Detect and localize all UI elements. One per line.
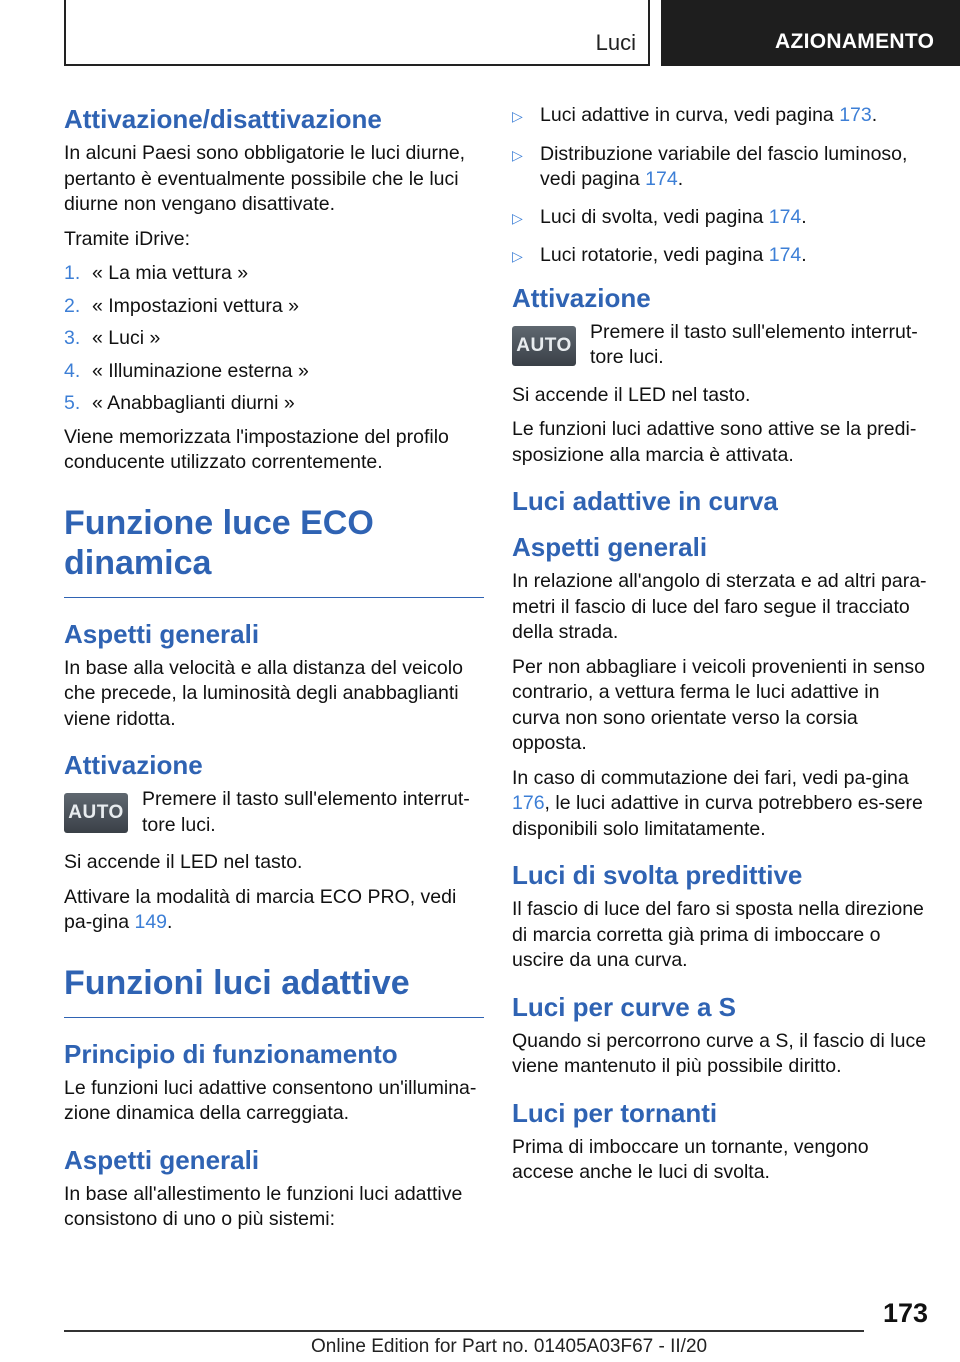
bullet-triangle-icon: ▷ bbox=[512, 146, 523, 163]
paragraph-predittive: Il fascio di luce del faro si sposta nella direzione di marcia corretta già prima di imboccare o uscire da una curva. bbox=[512, 898, 924, 971]
heading-attivazione-disattivazione: Attivazione/disattivazione bbox=[64, 104, 382, 134]
header-chapter-tab bbox=[661, 0, 960, 66]
list-item: ▷ Distribuzione variabile del fascio luminoso, vedi pagina 174. bbox=[512, 142, 928, 193]
list-item: 4. « Illuminazione esterna » bbox=[64, 359, 309, 382]
page-link-149[interactable]: 149 bbox=[134, 911, 168, 933]
bullet-triangle-icon: ▷ bbox=[512, 209, 523, 226]
paragraph-led: Si accende il LED nel tasto. bbox=[512, 383, 751, 406]
list-item: 5. « Anabbaglianti diurni » bbox=[64, 392, 295, 414]
idrive-steps-list bbox=[64, 261, 484, 417]
paragraph-eco-generali: In base alla velocità e alla distanza del veicolo che precede, la luminosità degli anabbaglianti viene ridotta. bbox=[64, 656, 463, 730]
paragraph-tramite-idrive: Tramite iDrive: bbox=[64, 227, 191, 250]
heading-luci-tornanti: Luci per tornanti bbox=[512, 1097, 718, 1128]
bullet-triangle-icon: ▷ bbox=[512, 248, 523, 264]
page-link[interactable]: 174 bbox=[645, 168, 678, 190]
page-number: 173 bbox=[882, 1298, 928, 1328]
paragraph-led: Si accende il LED nel tasto. bbox=[64, 851, 303, 873]
page-link-176[interactable]: 176 bbox=[512, 792, 545, 814]
list-item: 2. « Impostazioni vettura » bbox=[64, 294, 300, 317]
list-item: ▷ Luci rotatorie, vedi pagina 174. bbox=[512, 243, 928, 270]
auto-button-row bbox=[512, 320, 928, 371]
paragraph-curve-s: Quando si percorrono curve a S, il fascio di luce viene mantenuto il più possibile diritto. bbox=[512, 1029, 927, 1077]
right-column bbox=[512, 103, 928, 1195]
heading-aspetti-generali-curva: Aspetti generali bbox=[512, 532, 708, 562]
heading-principio-funzionamento: Principio di funzionamento bbox=[64, 1038, 398, 1069]
list-item: ▷ Luci adattive in curva, vedi pagina 173. bbox=[512, 103, 928, 130]
list-item: 3. « Luci » bbox=[64, 327, 161, 349]
footer-edition-text: Online Edition for Part no. 01405A03F67 - II/20 bbox=[311, 1336, 708, 1357]
list-item: ▷ Luci di svolta, vedi pagina 174. bbox=[512, 205, 928, 232]
header-chapter-title: AZIONAMENTO bbox=[775, 30, 935, 53]
paragraph-eco-pro: Attivare la modalità di marcia ECO PRO, vedi pa-gina 149. bbox=[64, 885, 457, 933]
auto-button-row bbox=[64, 787, 484, 838]
header-section-title: Luci bbox=[595, 30, 636, 55]
auto-light-button-icon: AUTO bbox=[64, 793, 128, 833]
heading-funzioni-luci-adattive: Funzioni luci adattive bbox=[64, 963, 484, 1018]
auto-light-button-icon: AUTO bbox=[512, 326, 576, 366]
page-link[interactable]: 173 bbox=[839, 104, 872, 126]
heading-aspetti-generali-adattive: Aspetti generali bbox=[64, 1144, 260, 1175]
paragraph-principio: Le funzioni luci adattive consentono un'illumina-zione dinamica della carreggiata. bbox=[64, 1076, 477, 1124]
heading-luci-curve-s: Luci per curve a S bbox=[512, 991, 736, 1022]
heading-attivazione-adattive: Attivazione bbox=[512, 282, 651, 313]
heading-aspetti-generali-eco: Aspetti generali bbox=[64, 618, 260, 649]
paragraph-non-abbagliare: Per non abbagliare i veicoli provenienti in senso contrario, a vettura ferma le luci adattive in curva non sono orientate verso la corsia opposta. bbox=[512, 655, 926, 754]
heading-funzione-luce-eco: Funzione luce ECO dinamica bbox=[64, 503, 484, 598]
paragraph-angolo-sterzata: In relazione all'angolo di sterzata e ad altri para-metri il fascio di luce del faro segue il tracciato della strada. bbox=[512, 570, 927, 643]
list-item: 1. « La mia vettura » bbox=[64, 262, 249, 284]
left-column bbox=[64, 103, 484, 1242]
page-link[interactable]: 174 bbox=[768, 205, 802, 228]
footer-divider bbox=[64, 1330, 864, 1332]
paragraph-commutazione-fari: In caso di commutazione dei fari, vedi pa-gina 176, le luci adattive in curva potrebbero es-sere disponibili solo limitatamente. bbox=[512, 766, 923, 840]
paragraph-premere-tasto: Premere il tasto sull'elemento interrut-tore luci. bbox=[142, 788, 470, 836]
bullet-triangle-icon: ▷ bbox=[512, 108, 523, 124]
page-link[interactable]: 174 bbox=[768, 244, 802, 266]
heading-attivazione-eco: Attivazione bbox=[64, 750, 203, 780]
heading-luci-svolta-predittive: Luci di svolta predittive bbox=[512, 860, 803, 890]
paragraph-memorizzata: Viene memorizzata l'impostazione del profilo conducente utilizzato correntemente. bbox=[64, 425, 449, 473]
header-section-box bbox=[64, 0, 650, 66]
heading-luci-adattive-curva: Luci adattive in curva bbox=[512, 486, 778, 516]
adaptive-systems-list bbox=[512, 103, 928, 270]
paragraph-tornanti: Prima di imboccare un tornante, vengono accese anche le luci di svolta. bbox=[512, 1135, 869, 1183]
paragraph-adattive-attive: Le funzioni luci adattive sono attive se la predi-sposizione alla marcia è attivata. bbox=[512, 418, 917, 466]
paragraph-luci-diurne: In alcuni Paesi sono obbligatorie le luci diurne, pertanto è eventualmente possibile che le luci diurne non vengano disattivate. bbox=[64, 142, 466, 215]
paragraph-allestimento: In base all'allestimento le funzioni luci adattive consistono di uno o più sistemi: bbox=[64, 1182, 463, 1230]
paragraph-premere-tasto: Premere il tasto sull'elemento interrut-tore luci. bbox=[590, 320, 918, 368]
